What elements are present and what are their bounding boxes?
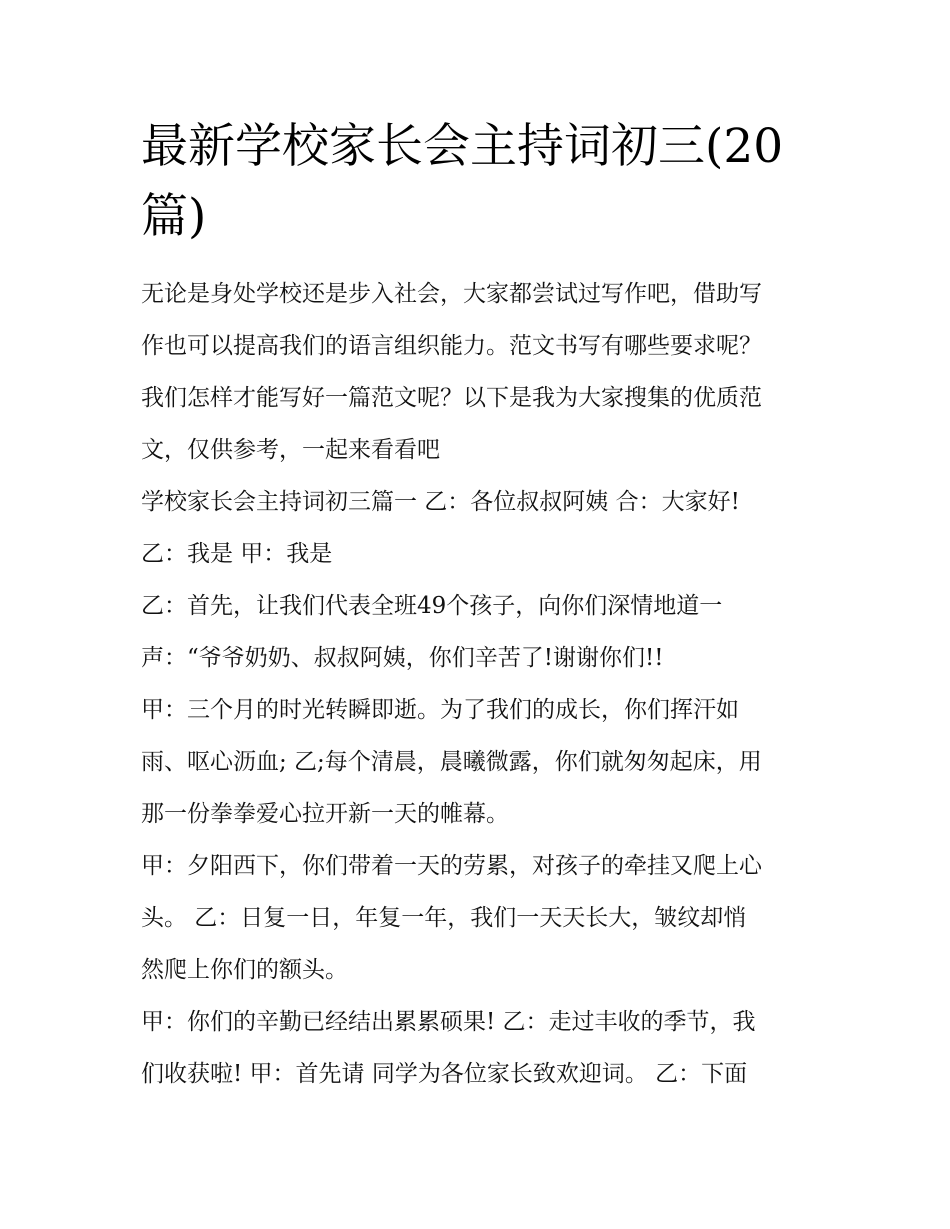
text-line: 乙：我是 甲：我是 [141,541,333,567]
text-line: 声：“爷爷奶奶、叔叔阿姨，你们辛苦了!谢谢你们!! [141,645,664,671]
text-line: 甲：你们的辛勤已经结出累累硕果! 乙：走过丰收的季节，我 [141,1009,756,1035]
intro-paragraph [141,268,813,476]
paragraph [141,580,813,684]
text-line: 甲：三个月的时光转瞬即逝。为了我们的成长，你们挥汗如 [141,697,739,723]
text-line: 乙：首先，让我们代表全班49个孩子，向你们深情地道一 [141,593,723,619]
text-line: 们收获啦! 甲：首先请 同学为各位家长致欢迎词。 乙：下面 [141,1061,748,1087]
text-line: 学校家长会主持词初三篇一 乙：各位叔叔阿姨 合：大家好! [141,489,740,515]
text-line: 作也可以提高我们的语言组织能力。范文书写有哪些要求呢？ [141,333,762,359]
title-line: 篇) [141,189,207,244]
text-line: 那一份拳拳爱心拉开新一天的帷幕。 [141,801,509,827]
text-line: 甲：夕阳西下，你们带着一天的劳累，对孩子的牵挂又爬上心 [141,853,762,879]
paragraph [141,840,813,996]
document-content [141,112,813,1100]
paragraph [141,684,813,840]
text-line: 文，仅供参考，一起来看看吧 [141,437,440,463]
title-line: 最新学校家长会主持词初三(20 [141,119,784,174]
text-line: 无论是身处学校还是步入社会，大家都尝试过写作吧，借助写 [141,281,762,307]
text-line: 头。 乙：日复一日，年复一年，我们一天天长大，皱纹却悄 [141,905,747,931]
text-line: 然爬上你们的额头。 [141,957,348,983]
text-line: 雨、呕心沥血; 乙;每个清晨，晨曦微露，你们就匆匆起床，用 [141,749,762,775]
text-line: 我们怎样才能写好一篇范文呢？以下是我为大家搜集的优质范 [141,385,762,411]
paragraph [141,996,813,1100]
paragraph [141,476,813,528]
document-title [141,112,813,252]
paragraph [141,528,813,580]
